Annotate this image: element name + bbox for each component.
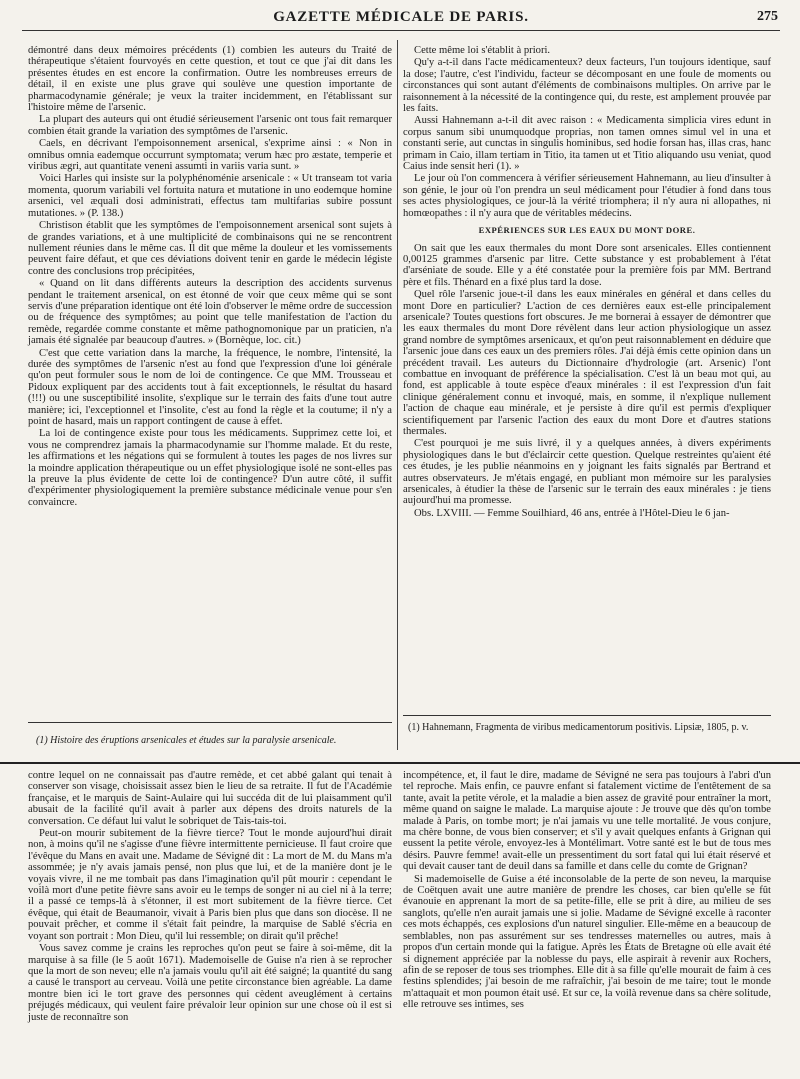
section-heading: EXPÉRIENCES SUR LES EAUX DU MONT DORE. [478, 225, 696, 236]
paragraph: Qu'y a-t-il dans l'acte médicamenteux? deux facteurs, l'un toujours identique, sauf la dose; l'autre, c'est l'individu, facteur se décomposant en une foule de moments ou circonstances qui sont autant d'éléments de combinaisons multiples. On arrive par le raisonnement à la nécessité de la contingence qui, du reste, est amplement prouvée par les faits. [403, 57, 771, 115]
page-number: 275 [757, 9, 778, 24]
page-header [22, 8, 780, 31]
paragraph: C'est pourquoi je me suis livré, il y a quelques années, à divers expériments physiologiques dans le but d'éclaircir cette question. Quelque restreintes qu'aient été ces études, je les publie néanmoins en y joignant les faits signalés par Bertrand et autres observateurs. Je m'étais engagé, en publiant mon mémoire sur les paralysies arsenicales, à étudier la thèse de l'arsenic sur le terrain des eaux minérales : je tiens aujourd'hui ma promesse. [403, 438, 771, 507]
footnote-rule [403, 715, 771, 716]
paragraph: La loi de contingence existe pour tous les médicaments. Supprimez cette loi, et vous ne comprendrez jamais la pharmacodynamie sur l'homme malade. Et du reste, les affirmations et les négations qui se formulent à toutes les pages de nos livres sur la moindre application thérapeutique ou un effet physiologique isolé ne sont-elles pas la preuve la plus évidente de cette loi de contingence? D'un autre côté, il suffit d'expérimenter physiologiquement la première substance médicinale venue pour s'en convaincre. [28, 428, 392, 508]
paragraph: Peut-on mourir subitement de la fièvre tierce? Tout le monde aujourd'hui dirait non, à moins qu'il ne s'agisse d'une fièvre intermittente pernicieuse. Il faut croire que l'évêque du Mans en avait une. Madame de Sévigné dit : La mort de M. du Mans m'a assommée; je n'y avais jamais pensé, non plus que lui, et de la manière dont je le voyais vivre, il ne me tombait pas dans l'imagination qu'il pût mourir : cependant le voilà mort d'une petite fièvre sans avoir eu le temps de songer ni au ciel ni à la terre; il a passé ce temps-là à s'étonner, il est mort subitement de la fièvre tierce. Cet évêque, qui était de Beaumanoir, vivait à Paris bien plus que dans son diocèse. Il ne pouvait prêcher, et comme il s'était fait peindre, la marquise de Sablé s'écria en voyant son portrait : Mon Dieu, qu'il lui ressemble; on dirait qu'il prêche! [28, 828, 392, 942]
paragraph: Caels, en décrivant l'empoisonnement arsenical, s'exprime ainsi : « Non in omnibus omnia eademque occurrunt symptomata; verum hæc pro æstate, temperie et viribus ægri, aut quantitate veneni assumti in variis varia sunt. » [28, 138, 392, 173]
paragraph: Aussi Hahnemann a-t-il dit avec raison : « Medicamenta simplicia vires edunt in corpus sanum sibi unumquodque proprias, non tamen omnes simul vel in una et constanti serie, aut cunctas in singulis hominibus, sed hodie forsan has, illas cras, hanc primam in Caio, illam tertiam in Titio, ita tamen ut et Titio aliquando usu veniat, quod Caius inde sensit heri (1). » [403, 115, 771, 173]
paragraph: Cette même loi s'établit à priori. [414, 45, 551, 56]
paragraph: Vous savez comme je crains les reproches qu'on peut se faire à soi-même, dit la marquise à sa fille (le 5 août 1671). Mademoiselle de Guise n'a rien à se reprocher que la mort de son neveu; elle n'a jamais voulu qu'il ait été saigné; la quantité du sang a causé le transport au cerveau. Voilà une petite circonstance bien agréable. La dame montre bien ici le tort grave des personnes qui cèdent aveuglément à certains préjugés médicaux, qui veulent faire prévaloir leur opinion sur une chose où il est si juste de reconnaître son [28, 943, 392, 1023]
paragraph: démontré dans deux mémoires précédents (1) combien les auteurs du Traité de thérapeutique s'étaient fourvoyés en cette question, et tout ce que j'ai dit dans les présentes études en est encore la confirmation. Outre les nombreuses erreurs de détail, il en existe une plus grave qui soulève une question importante de pharmacodynamie générale; je veux la traiter incidemment, en l'établissant sur l'histoire même de l'arsenic. [28, 45, 392, 114]
observation-line: Obs. LXVIII. — Femme Souilhiard, 46 ans, entrée à l'Hôtel-Dieu le 6 jan- [414, 507, 730, 519]
footnote-rule [28, 722, 392, 723]
paragraph: Christison établit que les symptômes de l'empoisonnement arsenical sont sujets à de grandes variations, et à une multiplicité de combinaisons qui ne se rencontrent nullement réunies dans le même cas. Il dit que même la douleur et les vomissements peuvent faire défaut, et que ces déviations doivent tenir en garde le médecin légiste contre des conclusions trop précipitées, [28, 220, 392, 277]
footnote: (1) Hahnemann, Fragmenta de viribus medicamentorum positivis. Lipsiæ, 1805, p. v. [408, 722, 749, 733]
column-divider [397, 40, 398, 750]
paragraph: contre lequel on ne connaissait pas d'autre remède, et cet abbé galant qui tenait à conserver son visage, choisissait assez bien le lieu de sa retraite. Il fut de l'Académie française, et le marquis de Saint-Aulaire qui lui succéda dit de lui plaisamment qu'il abusait de la facilité qu'il avait à parler aux dépens des droits naturels de la conversation. Ce défaut lui valut le sobriquet de Tais-tais-toi. [28, 770, 392, 827]
feuilleton-rule [0, 762, 800, 764]
paragraph: C'est que cette variation dans la marche, la fréquence, le nombre, l'intensité, la durée des symptômes de l'arsenic n'est au fond que l'expression d'une loi générale qu'on peut formuler sous le nom de loi de contingence. Ce que MM. Trousseau et Pidoux expliquent par des accidents tout à fait exceptionnels, le résultat du hasard (!!!) ou une susceptibilité insolite, s'explique sur le terrain des faits d'une tout autre manière; ici, l'exceptionnel et l'insolite, c'est au fond la règle et la coutume; il n'y a point de hasard, mais un rapport contingent de cause à effet. [28, 347, 392, 427]
paragraph: « Quand on lit dans différents auteurs la description des accidents survenus pendant le traitement arsenical, on est étonné de voir que ceux même qui se sont servis d'une préparation identique ont été loin d'observer le même ordre de succession ou de fréquence des symptômes; au point que telle manifestation de l'action du remède, regardée comme constante et même pathognomonique par un praticien, n'a jamais été signalée par beaucoup d'autres. » (Bornèque, loc. cit.) [28, 278, 392, 347]
paragraph: Quel rôle l'arsenic joue-t-il dans les eaux minérales en général et dans celles du mont Dore en particulier? L'action de ces dernières eaux est-elle principalement arsenicale? Toutes questions fort obscures. Je me bornerai à essayer de démontrer que les eaux thermales du mont Dore révèlent dans leur action physiologique un assez grand nombre de symptômes arsenicaux, et qu'on peut raisonnablement en déduire que l'arsenic joue dans ces eaux un des premiers rôles. J'ai déjà émis cette opinion dans un précédent travail. Les auteurs du Dictionnaire d'hydrologie (art. Arsenic) l'ont combattue en invoquant de préférence la spécialisation. C'est là un beau mot qui, au fond, est applicable à toute espèce d'eaux minérales : il est l'expression d'un fait clinique généralement connu et invoqué, mais, en somme, il n'explique nullement l'action de chaque eau minérale, et je persiste à dire qu'il est permis d'expliquer scientifiquement par l'arsenic l'action des eaux du mont Dore et d'autres stations thermales. [403, 289, 771, 437]
column-left-top [28, 45, 392, 509]
paragraph: Le jour où l'on commencera à vérifier sérieusement Hahnemann, au lieu d'insulter à son génie, le jour où l'on prendra un seul médicament pour l'étudier à fond dans tous ses actes physiologiques, ce jour-là la vérité triomphera; il n'y aura ni allopathes, ni homœopathes : il n'y aura que de véritables médecins. [403, 173, 771, 219]
journal-title: GAZETTE MÉDICALE DE PARIS. [273, 9, 529, 25]
footnote: (1) Histoire des éruptions arsenicales et études sur la paralysie arsenicale. [36, 735, 337, 746]
column-right-top [403, 45, 771, 520]
paragraph: La plupart des auteurs qui ont étudié sérieusement l'arsenic ont tous fait remarquer combien était grande la variation des symptômes de l'arsenic. [28, 114, 392, 137]
column-left-bottom [28, 770, 392, 1024]
paragraph: On sait que les eaux thermales du mont Dore sont arsenicales. Elles contiennent 0,00125 grammes d'arsenic par litre. Cette substance y est probablement à l'état d'arséniate de soude. Elle y a été constatée pour la première fois par MM. Bertrand père et fils. Thénard en a fixé plus tard la dose. [403, 242, 771, 288]
paragraph: Si mademoiselle de Guise a été inconsolable de la perte de son neveu, la marquise de Coëtquen avait une autre manière de prendre les choses, car bien qu'elle se fût évanouie en apprenant la mort de sa petite-fille, elle se prit à dire, au milieu de ses sanglots, qu'elle n'en aurait jamais une si jolie. Madame de Sévigné excelle à raconter ces mots échappés, ces explosions d'un naturel singulier. Elle-même en a beaucoup de semblables, non pas assurément sur ses tendresses maternelles ou autres, mais à propos d'un certain monde qui la fatigue. Après les États de Bretagne où elle avait été si dignement appréciée par la noblesse du pays, elle aspirait à revenir aux Rochers, afin de se reposer de tous ses triomphes. Elle dit à sa fille qu'elle mourait de faim à ces festins splendides; j'ai besoin de me rafraîchir, j'ai besoin de me taire; tout le monde m'attaquait et mon poumon était usé. Et sur ce, la voilà revenue dans sa chère solitude, elle retrouve ses intimes, ses [403, 873, 771, 1011]
paragraph: Voici Harles qui insiste sur la polyphénoménie arsenicale : « Ut transeam tot varia momenta, quorum variabili vel fortuita natura et mutatione in uno eodemque homine arsenici, vel æquali dosi administrati, effectus tam multifarias subire possunt mutationes. » (P. 138.) [28, 173, 392, 219]
paragraph: incompétence, et, il faut le dire, madame de Sévigné ne sera pas toujours à l'abri d'un tel reproche. Mais enfin, ce pauvre enfant si fatalement victime de l'entêtement de sa tante, avait la petite vérole, et la maladie a bien assez de gravité pour entraîner la mort, même quand on saigne le malade. La marquise ajoute : Je trouve que dès qu'on tombe malade à Paris, on tombe mort; je n'ai jamais vu une telle mortalité. Je vous conjure, ma chère bonne, de vous bien conserver; et s'il y avait quelques enfants à Grignan qui eussent la petite vérole, envoyez-les à Montélimart. Votre santé est le but de tous mes désirs. Pauvre femme! avait-elle un pressentiment du sort fatal qui lui était réservé et qui devait causer tant de deuil dans sa famille et dans celle du comte de Grignan? [403, 770, 771, 873]
column-right-bottom [403, 770, 771, 1012]
